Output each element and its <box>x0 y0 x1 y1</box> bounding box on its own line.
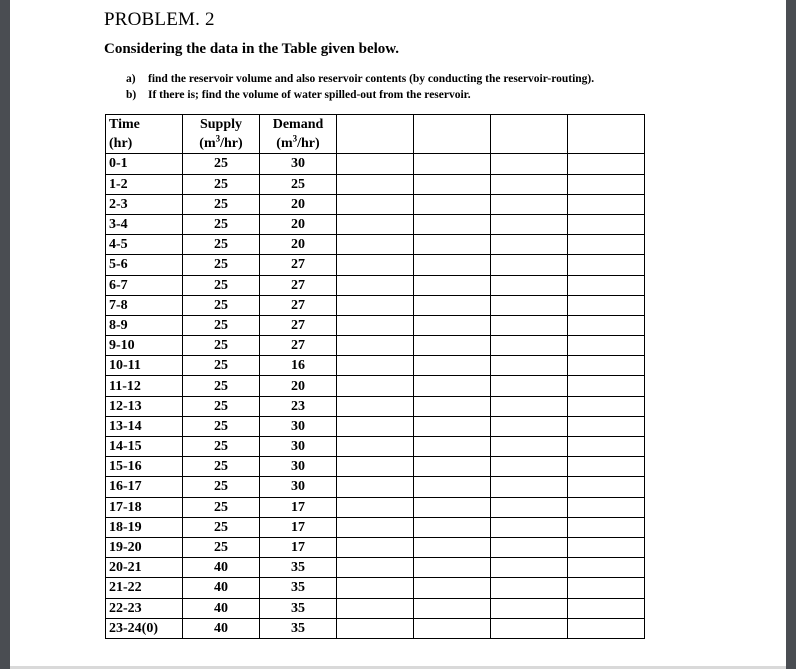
empty-cell <box>491 598 568 618</box>
supply-cell: 25 <box>183 457 260 477</box>
table-row <box>106 235 645 255</box>
empty-cell <box>414 214 491 234</box>
viewer-right-margin <box>786 0 796 669</box>
empty-cell <box>414 497 491 517</box>
table-row <box>106 255 645 275</box>
empty-cell <box>568 497 645 517</box>
demand-cell: 35 <box>260 578 337 598</box>
supply-cell: 25 <box>183 194 260 214</box>
supply-cell: 25 <box>183 376 260 396</box>
supply-cell: 25 <box>183 416 260 436</box>
time-cell: 11-12 <box>106 376 183 396</box>
question-b-label: b) <box>126 89 137 101</box>
empty-cell <box>337 174 414 194</box>
empty-cell <box>568 517 645 537</box>
demand-cell: 17 <box>260 537 337 557</box>
empty-cell <box>491 477 568 497</box>
empty-cell <box>337 315 414 335</box>
viewer-left-margin <box>0 0 10 669</box>
table-row <box>106 356 645 376</box>
empty-cell <box>568 255 645 275</box>
empty-cell <box>491 154 568 174</box>
question-b-text: If there is; find the volume of water spilled-out from the reservoir. <box>148 89 471 101</box>
demand-cell: 27 <box>260 255 337 275</box>
table-row <box>106 275 645 295</box>
demand-cell: 30 <box>260 154 337 174</box>
time-cell: 9-10 <box>106 336 183 356</box>
time-cell: 15-16 <box>106 457 183 477</box>
empty-cell <box>337 457 414 477</box>
demand-cell: 20 <box>260 214 337 234</box>
time-cell: 6-7 <box>106 275 183 295</box>
table-row <box>106 618 645 638</box>
empty-cell <box>491 497 568 517</box>
empty-cell <box>337 537 414 557</box>
empty-header-cell <box>568 115 645 135</box>
empty-header-cell <box>491 115 568 135</box>
empty-cell <box>491 517 568 537</box>
time-cell: 22-23 <box>106 598 183 618</box>
problem-title: PROBLEM. 2 <box>104 9 215 30</box>
empty-cell <box>337 396 414 416</box>
empty-cell <box>414 275 491 295</box>
empty-cell <box>568 275 645 295</box>
header-time-unit: (hr) <box>106 134 183 154</box>
time-cell: 10-11 <box>106 356 183 376</box>
empty-cell <box>414 477 491 497</box>
time-cell: 5-6 <box>106 255 183 275</box>
empty-cell <box>414 154 491 174</box>
table-row <box>106 598 645 618</box>
question-a <box>126 73 594 85</box>
empty-cell <box>568 336 645 356</box>
empty-cell <box>568 598 645 618</box>
question-b <box>126 89 471 101</box>
reservoir-data-table <box>105 114 645 639</box>
demand-cell: 30 <box>260 416 337 436</box>
supply-cell: 25 <box>183 497 260 517</box>
empty-cell <box>568 437 645 457</box>
document-page <box>10 0 786 669</box>
time-cell: 3-4 <box>106 214 183 234</box>
empty-cell <box>568 154 645 174</box>
empty-cell <box>568 356 645 376</box>
demand-cell: 20 <box>260 376 337 396</box>
table-row <box>106 437 645 457</box>
time-cell: 14-15 <box>106 437 183 457</box>
empty-cell <box>337 275 414 295</box>
empty-cell <box>491 618 568 638</box>
empty-header-cell <box>414 115 491 135</box>
empty-cell <box>491 214 568 234</box>
header-demand-unit: $(m^3/hr)$ <box>260 134 337 154</box>
time-cell: 2-3 <box>106 194 183 214</box>
empty-cell <box>337 497 414 517</box>
empty-header-cell <box>568 134 645 154</box>
empty-cell <box>414 578 491 598</box>
empty-cell <box>491 396 568 416</box>
time-cell: 19-20 <box>106 537 183 557</box>
table-row <box>106 174 645 194</box>
empty-cell <box>337 437 414 457</box>
empty-cell <box>414 537 491 557</box>
empty-cell <box>491 356 568 376</box>
empty-cell <box>491 336 568 356</box>
time-cell: 8-9 <box>106 315 183 335</box>
demand-cell: 23 <box>260 396 337 416</box>
table-row <box>106 537 645 557</box>
empty-cell <box>337 154 414 174</box>
empty-cell <box>337 517 414 537</box>
empty-cell <box>568 477 645 497</box>
time-cell: 23-24(0) <box>106 618 183 638</box>
empty-cell <box>491 437 568 457</box>
empty-cell <box>491 457 568 477</box>
empty-cell <box>568 376 645 396</box>
supply-cell: 25 <box>183 336 260 356</box>
time-cell: 7-8 <box>106 295 183 315</box>
empty-cell <box>491 416 568 436</box>
supply-cell: 25 <box>183 295 260 315</box>
time-cell: 20-21 <box>106 558 183 578</box>
table-row <box>106 457 645 477</box>
supply-cell: 25 <box>183 356 260 376</box>
supply-cell: 25 <box>183 255 260 275</box>
empty-cell <box>491 537 568 557</box>
demand-cell: 20 <box>260 235 337 255</box>
supply-cell: 40 <box>183 558 260 578</box>
table-row <box>106 315 645 335</box>
empty-cell <box>491 558 568 578</box>
empty-cell <box>337 618 414 638</box>
supply-cell: 25 <box>183 396 260 416</box>
empty-cell <box>414 336 491 356</box>
empty-cell <box>337 336 414 356</box>
demand-cell: 27 <box>260 295 337 315</box>
empty-cell <box>568 558 645 578</box>
demand-cell: 35 <box>260 618 337 638</box>
empty-cell <box>337 578 414 598</box>
empty-cell <box>568 457 645 477</box>
question-a-label: a) <box>126 73 136 85</box>
table-row <box>106 517 645 537</box>
demand-cell: 30 <box>260 437 337 457</box>
demand-cell: 20 <box>260 194 337 214</box>
supply-cell: 40 <box>183 618 260 638</box>
empty-cell <box>568 174 645 194</box>
supply-cell: 25 <box>183 235 260 255</box>
empty-cell <box>337 416 414 436</box>
empty-cell <box>414 598 491 618</box>
empty-cell <box>568 295 645 315</box>
empty-cell <box>337 477 414 497</box>
demand-cell: 17 <box>260 497 337 517</box>
time-cell: 0-1 <box>106 154 183 174</box>
time-cell: 1-2 <box>106 174 183 194</box>
empty-cell <box>414 396 491 416</box>
empty-cell <box>414 174 491 194</box>
empty-cell <box>568 194 645 214</box>
time-cell: 12-13 <box>106 396 183 416</box>
table-row <box>106 336 645 356</box>
supply-cell: 25 <box>183 537 260 557</box>
supply-cell: 25 <box>183 517 260 537</box>
empty-cell <box>491 235 568 255</box>
demand-cell: 30 <box>260 477 337 497</box>
empty-cell <box>414 194 491 214</box>
time-cell: 18-19 <box>106 517 183 537</box>
header-supply: Supply <box>183 115 260 135</box>
empty-cell <box>491 275 568 295</box>
empty-cell <box>568 396 645 416</box>
demand-cell: 16 <box>260 356 337 376</box>
empty-cell <box>568 315 645 335</box>
table-header-row-1 <box>106 115 645 135</box>
empty-cell <box>491 295 568 315</box>
empty-cell <box>491 194 568 214</box>
demand-cell: 35 <box>260 558 337 578</box>
supply-cell: 25 <box>183 275 260 295</box>
demand-cell: 35 <box>260 598 337 618</box>
supply-cell: 25 <box>183 437 260 457</box>
time-cell: 17-18 <box>106 497 183 517</box>
demand-cell: 30 <box>260 457 337 477</box>
header-supply-unit: $(m^3/hr)$ <box>183 134 260 154</box>
time-cell: 13-14 <box>106 416 183 436</box>
empty-cell <box>337 295 414 315</box>
empty-cell <box>491 376 568 396</box>
table-row <box>106 154 645 174</box>
empty-cell <box>337 255 414 275</box>
empty-cell <box>491 315 568 335</box>
empty-cell <box>337 558 414 578</box>
empty-cell <box>568 214 645 234</box>
time-cell: 4-5 <box>106 235 183 255</box>
empty-header-cell <box>414 134 491 154</box>
table-row <box>106 295 645 315</box>
empty-cell <box>414 376 491 396</box>
demand-cell: 27 <box>260 275 337 295</box>
header-demand: Demand <box>260 115 337 135</box>
question-a-text: find the reservoir volume and also reservoir contents (by conducting the reservoir-routing). <box>148 73 595 85</box>
supply-cell: 25 <box>183 214 260 234</box>
table-header-row-2 <box>106 134 645 154</box>
empty-cell <box>414 517 491 537</box>
demand-cell: 17 <box>260 517 337 537</box>
time-cell: 21-22 <box>106 578 183 598</box>
empty-cell <box>337 194 414 214</box>
empty-cell <box>414 457 491 477</box>
empty-cell <box>414 437 491 457</box>
empty-cell <box>414 255 491 275</box>
empty-cell <box>568 578 645 598</box>
empty-cell <box>491 255 568 275</box>
problem-subtitle: Considering the data in the Table given below. <box>104 41 400 57</box>
empty-header-cell <box>491 134 568 154</box>
demand-cell: 25 <box>260 174 337 194</box>
empty-cell <box>414 235 491 255</box>
table-row <box>106 396 645 416</box>
empty-cell <box>414 416 491 436</box>
empty-cell <box>568 416 645 436</box>
supply-cell: 40 <box>183 578 260 598</box>
empty-header-cell <box>337 134 414 154</box>
time-cell: 16-17 <box>106 477 183 497</box>
empty-cell <box>337 214 414 234</box>
header-time: Time <box>106 115 183 135</box>
table-row <box>106 416 645 436</box>
empty-cell <box>568 235 645 255</box>
empty-cell <box>568 618 645 638</box>
table-row <box>106 477 645 497</box>
supply-cell: 40 <box>183 598 260 618</box>
supply-cell: 25 <box>183 154 260 174</box>
table-row <box>106 558 645 578</box>
table-row <box>106 497 645 517</box>
empty-cell <box>414 356 491 376</box>
empty-cell <box>491 578 568 598</box>
supply-cell: 25 <box>183 174 260 194</box>
table-row <box>106 194 645 214</box>
empty-cell <box>414 618 491 638</box>
empty-cell <box>414 295 491 315</box>
demand-cell: 27 <box>260 315 337 335</box>
demand-cell: 27 <box>260 336 337 356</box>
empty-cell <box>414 558 491 578</box>
table-row <box>106 578 645 598</box>
empty-header-cell <box>337 115 414 135</box>
empty-cell <box>337 235 414 255</box>
empty-cell <box>491 174 568 194</box>
table-row <box>106 214 645 234</box>
empty-cell <box>337 356 414 376</box>
empty-cell <box>337 598 414 618</box>
empty-cell <box>414 315 491 335</box>
empty-cell <box>568 537 645 557</box>
table-row <box>106 376 645 396</box>
supply-cell: 25 <box>183 315 260 335</box>
supply-cell: 25 <box>183 477 260 497</box>
empty-cell <box>337 376 414 396</box>
